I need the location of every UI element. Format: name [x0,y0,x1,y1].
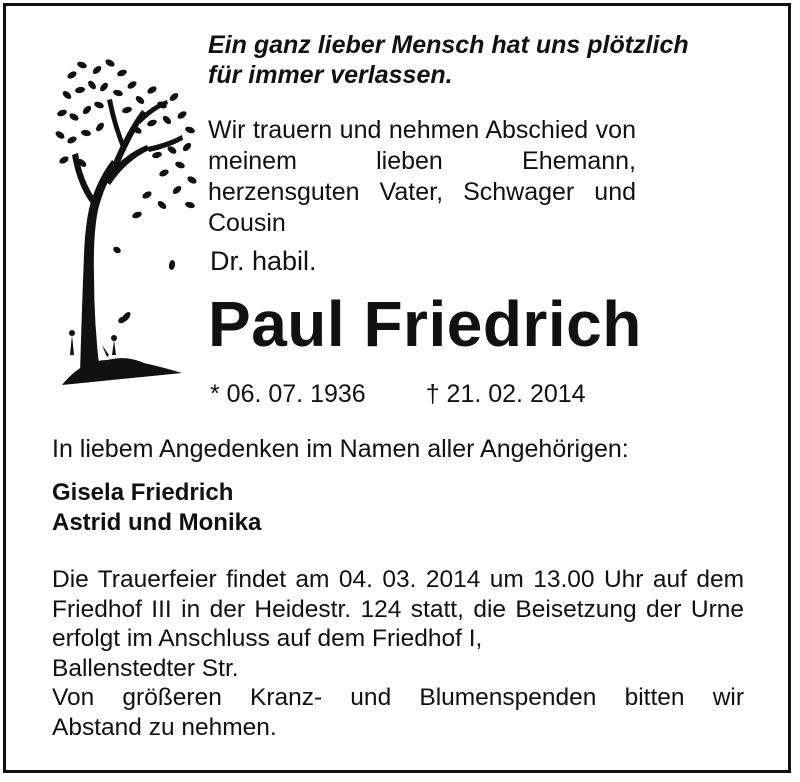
motto [208,30,768,90]
tree-icon [52,55,197,390]
motto-line: Ein ganz lieber Mensch hat uns plötzlich [208,31,689,59]
funeral-text-end: Ballenstedter Str. [52,654,239,682]
funeral-text: Die Trauerfeier findet am 04. 03. 2014 um 13.00 Uhr auf dem Friedhof III in der Heidestr. 124 statt, die Beisetzung der Urne erfolgt im Anschluss auf dem Friedhof I, [52,566,744,652]
mourner: Astrid und Monika [52,509,262,536]
funeral-info [52,565,744,742]
academic-title: Dr. habil. [210,246,317,276]
memory-line: In liebem Angedenken im Namen aller Angehörigen: [52,435,629,463]
flowers-note: Von größeren Kranz- und Blumenspenden bitten wir [52,684,744,711]
flowers-note-end: Abstand zu nehmen. [52,713,277,741]
intro-text: Wir trauern und nehmen Abschied von meinem lieben Ehemann, herzensguten Vater, Schwager und Cousin [208,116,636,237]
life-dates [210,380,586,409]
death-date: † 21. 02. 2014 [425,380,586,408]
deceased-name: Paul Friedrich [208,288,642,360]
mourner: Gisela Friedrich [52,479,234,506]
motto-line: für immer verlassen. [208,61,453,89]
mourners-list [52,478,261,538]
birth-date: * 06. 07. 1936 [210,380,366,408]
